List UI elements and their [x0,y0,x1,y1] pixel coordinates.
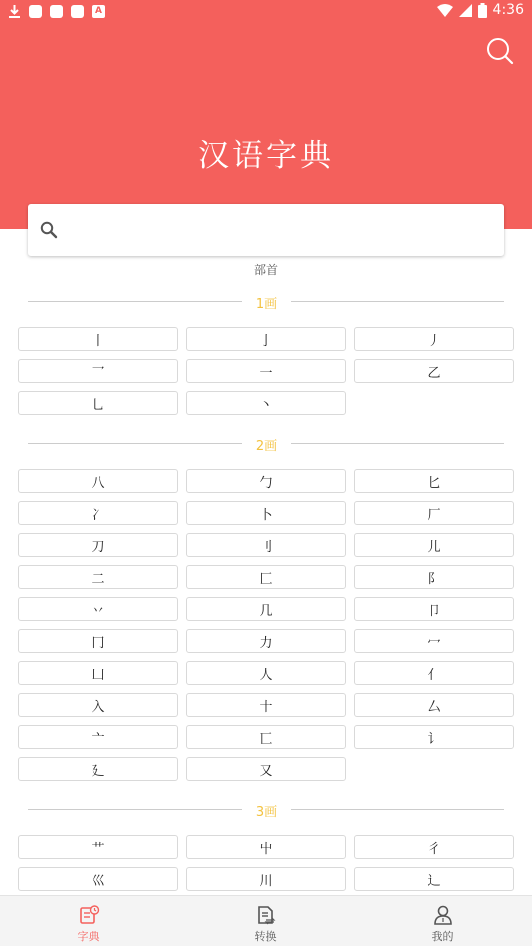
radical-list[interactable] [0,285,532,895]
nav-label: 转换 [254,930,277,943]
app-notification-icon: A [92,5,105,18]
radical-button[interactable]: 丨 [18,327,178,351]
download-icon [8,4,21,18]
stroke-count-label: 3画 [255,805,278,820]
stroke-count-label: 2画 [255,439,278,454]
radical-button[interactable]: 又 [186,757,346,781]
notification-icon [50,5,63,18]
divider-line [28,809,242,810]
divider-line [28,443,242,444]
radical-button[interactable]: 川 [186,867,346,891]
radical-button[interactable]: 冂 [18,629,178,653]
notification-icon [29,5,42,18]
radical-button[interactable]: 匚 [186,565,346,589]
stroke-count-header [0,793,532,825]
radical-button[interactable]: 艹 [18,835,178,859]
radical-button[interactable]: 丷 [18,597,178,621]
search-icon [40,221,58,239]
status-time: 4:36 [492,2,524,18]
section-caption-radicals: 部首 [253,263,278,277]
search-input[interactable] [28,204,504,256]
nav-convert[interactable] [177,896,354,946]
nav-dictionary[interactable] [0,896,177,946]
radical-button[interactable]: 几 [186,597,346,621]
bottom-navigation [0,895,532,946]
radical-button[interactable]: 卜 [186,501,346,525]
radical-button[interactable]: 冫 [18,501,178,525]
radical-grid [0,327,532,415]
radical-button[interactable]: 讠 [354,725,514,749]
radical-button[interactable]: 人 [186,661,346,685]
radical-button[interactable]: 亅 [186,327,346,351]
radical-button[interactable]: 乚 [18,391,178,415]
radical-button[interactable]: 卩 [354,597,514,621]
radical-button[interactable]: 匸 [186,725,346,749]
search-icon[interactable] [485,36,515,66]
radical-button[interactable]: 入 [18,693,178,717]
nav-profile[interactable] [354,896,531,946]
radical-button[interactable]: 匕 [354,469,514,493]
radical-grid [0,835,532,891]
profile-icon [432,904,454,926]
dictionary-icon [78,904,100,926]
radical-button[interactable]: 廴 [18,757,178,781]
radical-button[interactable]: 凵 [18,661,178,685]
stroke-count-header [0,285,532,317]
radical-button[interactable]: 勹 [186,469,346,493]
stroke-count-label: 1画 [255,297,278,312]
radical-button[interactable]: 厂 [354,501,514,525]
radical-button[interactable]: 二 [18,565,178,589]
radical-grid [0,469,532,781]
convert-icon [255,904,277,926]
divider-line [291,443,504,444]
radical-button[interactable]: 屮 [186,835,346,859]
divider-line [291,301,504,302]
radical-button[interactable]: 丿 [354,327,514,351]
radical-button[interactable]: 八 [18,469,178,493]
divider-line [291,809,504,810]
radical-button[interactable]: 丶 [186,391,346,415]
nav-label: 字典 [77,930,100,943]
notification-icon [71,5,84,18]
app-title: 汉语字典 [198,138,334,174]
divider-line [28,301,242,302]
radical-button[interactable]: 辶 [354,867,514,891]
radical-button[interactable]: 冖 [354,629,514,653]
radical-button[interactable]: 亠 [18,725,178,749]
wifi-icon [437,4,453,17]
radical-button[interactable]: 厶 [354,693,514,717]
radical-button[interactable]: 刀 [18,533,178,557]
nav-label: 我的 [431,930,454,943]
radical-button[interactable]: 刂 [186,533,346,557]
radical-button[interactable]: 十 [186,693,346,717]
radical-button[interactable]: 彳 [354,835,514,859]
radical-button[interactable]: 力 [186,629,346,653]
status-bar [0,0,532,24]
radical-button[interactable]: 亻 [354,661,514,685]
radical-button[interactable]: 巛 [18,867,178,891]
radical-button[interactable]: 乙 [354,359,514,383]
stroke-count-header [0,427,532,459]
signal-icon [459,4,472,17]
radical-button[interactable]: 阝 [354,565,514,589]
radical-button[interactable]: 儿 [354,533,514,557]
battery-icon [478,3,487,18]
header-banner [0,0,532,229]
radical-button[interactable]: 一 [186,359,346,383]
radical-button[interactable]: 乛 [18,359,178,383]
